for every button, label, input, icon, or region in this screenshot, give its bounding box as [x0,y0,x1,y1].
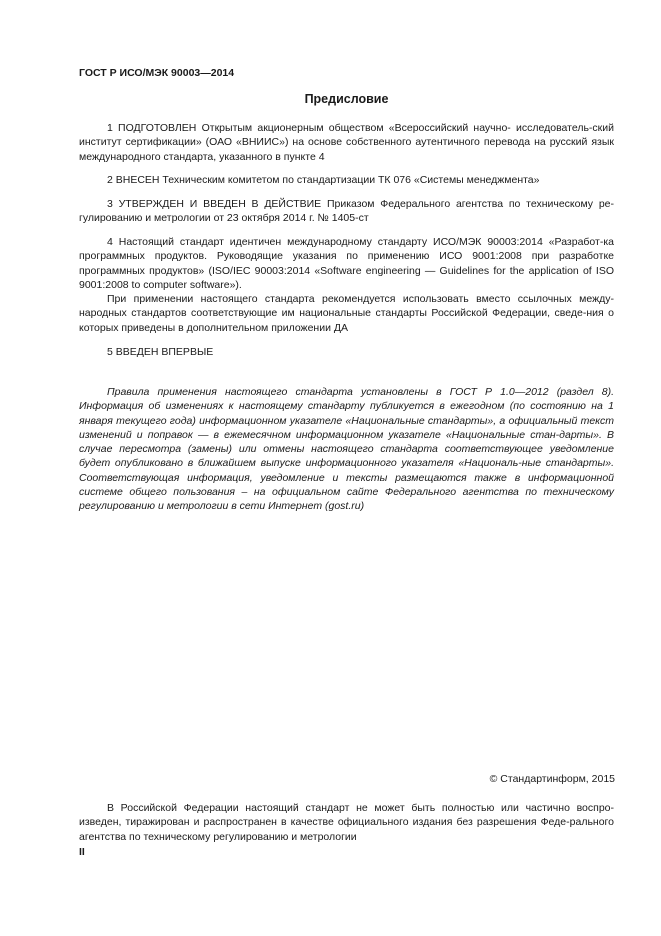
copyright-line: © Стандартинформ, 2015 [489,773,615,785]
paragraph-submitted: 2 ВНЕСЕН Техническим комитетом по стандартизации ТК 076 «Системы менеджмента» [107,174,540,186]
paragraph-reproduction-notice: В Российской Федерации настоящий стандарт не может быть полностью или частично воспро-изведен, тиражирован и распространен в качестве официального издания без разрешения Феде-рального агентства по техническому регулированию и метрологии [79,802,614,843]
paragraph-identical: 4 Настоящий стандарт идентичен международному стандарту ИСО/МЭК 90003:2014 «Разработ-ка программных продуктов. Руководящие указания по применению ИСО 9001:2008 при разработке программных продуктов» (ISO/IEC 90003:2014 «Software engineering — Guidelines for the application of ISO 9001:2008 to computer software»). [79,236,614,291]
paragraph-references: При применении настоящего стандарта рекомендуется использовать вместо ссылочных между-народных стандартов соответствующие им национальные стандарты Российской Федерации, сведе-ния о которых приведены в дополнительном приложении ДА [79,293,614,334]
page-title: Предисловие [304,92,389,106]
paragraph-prepared: 1 ПОДГОТОВЛЕН Открытым акционерным обществом «Всероссийский научно- исследователь-ский институт сертификации» (ОАО «ВНИИС») на основе собственного аутентичного перевода на русский язык международного стандарта, указанного в пункте 4 [79,122,614,163]
page-number: II [79,846,85,858]
paragraph-first-introduced: 5 ВВЕДЕН ВПЕРВЫЕ [107,346,214,358]
paragraph-approved: 3 УТВЕРЖДЕН И ВВЕДЕН В ДЕЙСТВИЕ Приказом Федерального агентства по техническому ре-гулированию и метрологии от 23 октября 2014 г. № 1405-ст [79,198,614,225]
document-header: ГОСТ Р ИСО/МЭК 90003—2014 [79,67,235,79]
paragraph-application-rules: Правила применения настоящего стандарта установлены в ГОСТ Р 1.0—2012 (раздел 8). Информация об изменениях к настоящему стандарту публикуется в ежегодном (по состоянию на 1 января текущего года) информационном указателе «Национальные стандарты», а официальный текст изменений и поправок — в ежемесячном информационном указателе «Национальные стан-дарты». В случае пересмотра (замены) или отмены настоящего стандарта соответствующее уведомление будет опубликовано в ближайшем выпуске информационного указателя «Националь-ные стандарты». Соответствующая информация, уведомление и тексты размещаются также в информационной системе общего пользования – на официальном сайте Федерального агентства по техническому регулированию и метрологии в сети Интернет (gost.ru) [79,386,614,513]
